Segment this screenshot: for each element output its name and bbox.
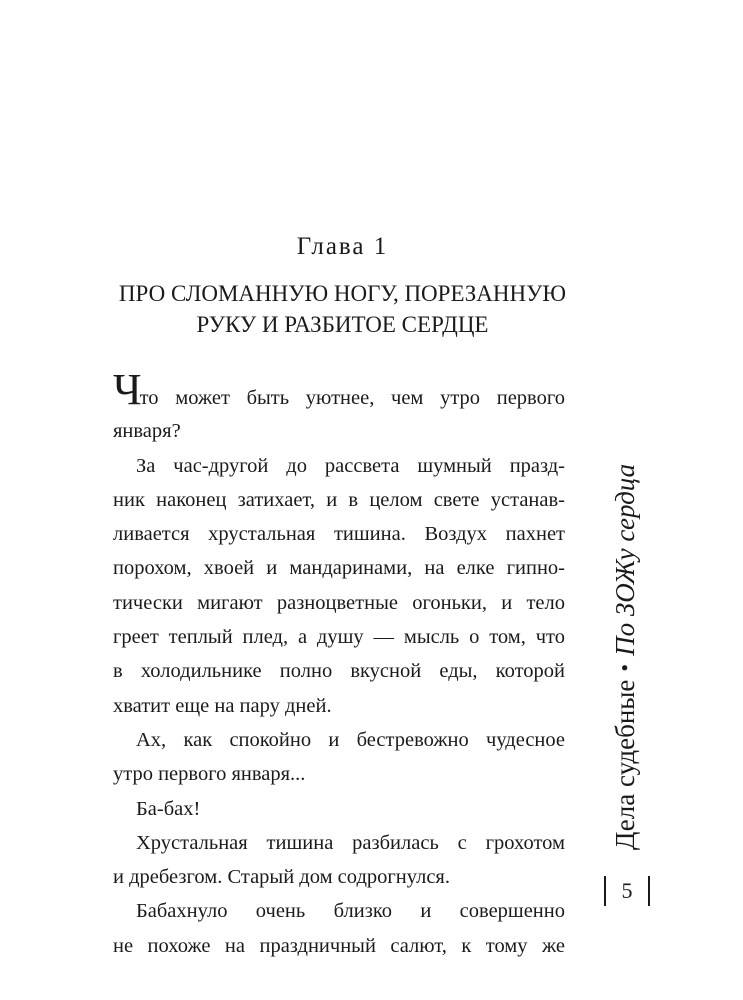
text-line: утро первого января... [113, 763, 306, 786]
text-line: тически мигают разноцветные огоньки, и тело [113, 591, 565, 614]
text-line: Бабахнуло очень близко и совершенно [136, 900, 565, 923]
text-line: января? [113, 420, 181, 443]
series-title: Дела судебные [609, 679, 640, 850]
text-line: Ба-бах! [136, 797, 201, 820]
page-number-box [598, 876, 656, 906]
running-head [595, 400, 655, 850]
text-line: За час-другой до рассвета шумный празд- [136, 454, 565, 477]
bullet-separator: • [612, 663, 637, 672]
text-line: ник наконец затихает, и в целом свете устанав- [113, 488, 565, 511]
chapter-label: Глава 1 [296, 233, 389, 260]
text-line: ливается хрустальная тишина. Воздух пахнет [113, 523, 565, 546]
page-number-right-bar [648, 876, 650, 906]
page-number-left-bar [604, 876, 606, 906]
text-line: Ах, как спокойно и бестревожно чудесное [136, 728, 565, 751]
body-text [113, 365, 565, 963]
page-number: 5 [621, 878, 633, 903]
text-line: греет теплый плед, а душу — мысль о том, что [113, 626, 565, 649]
chapter-title-line-1: ПРО СЛОМАННУЮ НОГУ, ПОРЕЗАННУЮ [118, 281, 567, 306]
text-line: не похоже на праздничный салют, к тому же [113, 934, 565, 957]
text-line: порохом, хвоей и мандаринами, на елке гипно- [113, 557, 565, 580]
text-line: и дребезгом. Старый дом содрогнулся. [113, 866, 450, 889]
text-line: Что может быть уютнее, чем утро первого [113, 365, 565, 414]
text-line: в холодильнике полно вкусной еды, которой [113, 660, 565, 683]
drop-cap: Ч [113, 365, 140, 414]
text-line: Хрустальная тишина разбилась с грохотом [136, 831, 565, 854]
book-title: По ЗОЖу сердца [609, 463, 640, 656]
chapter-title [0, 278, 685, 340]
chapter-title-line-2: РУКУ И РАЗБИТОЕ СЕРДЦЕ [196, 312, 489, 337]
text-line: хватит еще на пару дней. [113, 694, 332, 717]
